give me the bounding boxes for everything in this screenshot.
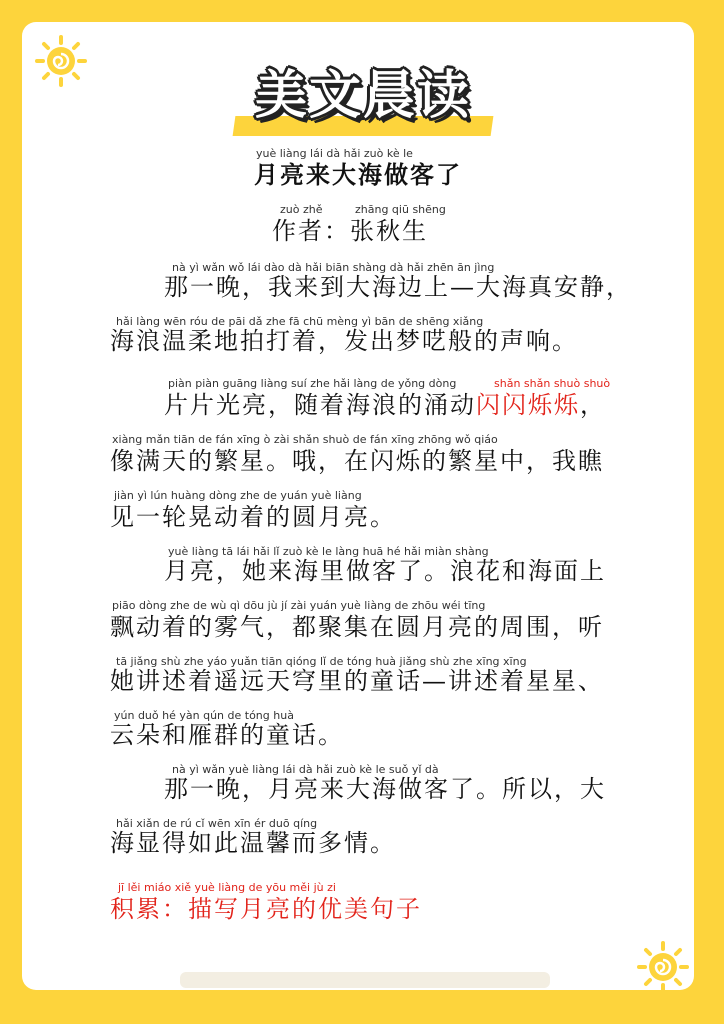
header	[232, 64, 494, 136]
poem-line: 飘动着的雾气，都聚集在圆月亮的周围，听	[110, 613, 604, 641]
poem-line: 片片光亮，随着海浪的涌动闪闪烁烁，	[164, 391, 606, 419]
author-pinyin: zuò zhě	[280, 203, 323, 216]
line-pinyin: piàn piàn guāng liàng suí zhe hǎi làng de yǒng dòng	[168, 377, 457, 390]
sun-icon	[34, 34, 88, 88]
poem-line: 那一晚，我来到大海边上—大海真安静，	[164, 273, 632, 301]
poem-line: 云朵和雁群的童话。	[110, 721, 344, 749]
poem-line: 见一轮晃动着的圆月亮。	[110, 503, 396, 531]
poem-line: 那一晚，月亮来大海做客了。所以，大	[164, 775, 606, 803]
page-title: 美文晨读	[254, 66, 471, 126]
poem-title: 月亮来大海做客了	[254, 161, 462, 189]
line-pinyin: xiàng mǎn tiān de fán xīng ò zài shǎn shuò de fán xīng zhōng wǒ qiáo	[112, 433, 498, 446]
note: 积累：描写月亮的优美句子	[110, 895, 422, 923]
line-pinyin: nà yì wǎn wǒ lái dào dà hǎi biān shàng dà hǎi zhēn ān jìng	[172, 261, 495, 274]
line-pinyin: yún duǒ hé yàn qún de tóng huà	[114, 709, 294, 722]
sun-icon	[636, 940, 690, 994]
poem-line: 海浪温柔地拍打着，发出梦呓般的声响。	[110, 327, 578, 355]
poem-title-pinyin: yuè liàng lái dà hǎi zuò kè le	[256, 147, 413, 160]
bottom-watermark	[180, 972, 550, 988]
line-pinyin: hǎi làng wēn róu de pāi dǎ zhe fā chū mèng yì bān de shēng xiǎng	[116, 315, 484, 328]
line-pinyin: jiàn yì lún huàng dòng zhe de yuán yuè liàng	[114, 489, 362, 502]
author: 作者：张秋生	[272, 217, 428, 245]
line-pinyin: piāo dòng zhe de wù qì dōu jù jí zài yuán yuè liàng de zhōu wéi tīng	[112, 599, 486, 612]
line-pinyin: nà yì wǎn yuè liàng lái dà hǎi zuò kè le suǒ yǐ dà	[172, 763, 439, 776]
line-pinyin: yuè liàng tā lái hǎi lǐ zuò kè le làng huā hé hǎi miàn shàng	[168, 545, 489, 558]
poem-line: 海显得如此温馨而多情。	[110, 829, 396, 857]
poem-line: 她讲述着遥远天穹里的童话—讲述着星星、	[110, 667, 604, 695]
poem-line: 月亮，她来海里做客了。浪花和海面上	[164, 557, 606, 585]
line-pinyin: tā jiǎng shù zhe yáo yuǎn tiān qióng lǐ de tóng huà jiǎng shù zhe xīng xīng	[116, 655, 527, 668]
line-pinyin-highlight: shǎn shǎn shuò shuò	[494, 377, 611, 390]
author-pinyin: zhāng qiū shēng	[355, 203, 446, 216]
line-pinyin: hǎi xiǎn de rú cǐ wēn xīn ér duō qíng	[116, 817, 318, 830]
note-pinyin: jī lěi miáo xiě yuè liàng de yōu měi jù zi	[118, 881, 336, 894]
poem-line: 像满天的繁星。哦，在闪烁的繁星中，我瞧	[110, 447, 604, 475]
highlight-word: 闪闪烁烁	[476, 391, 580, 419]
